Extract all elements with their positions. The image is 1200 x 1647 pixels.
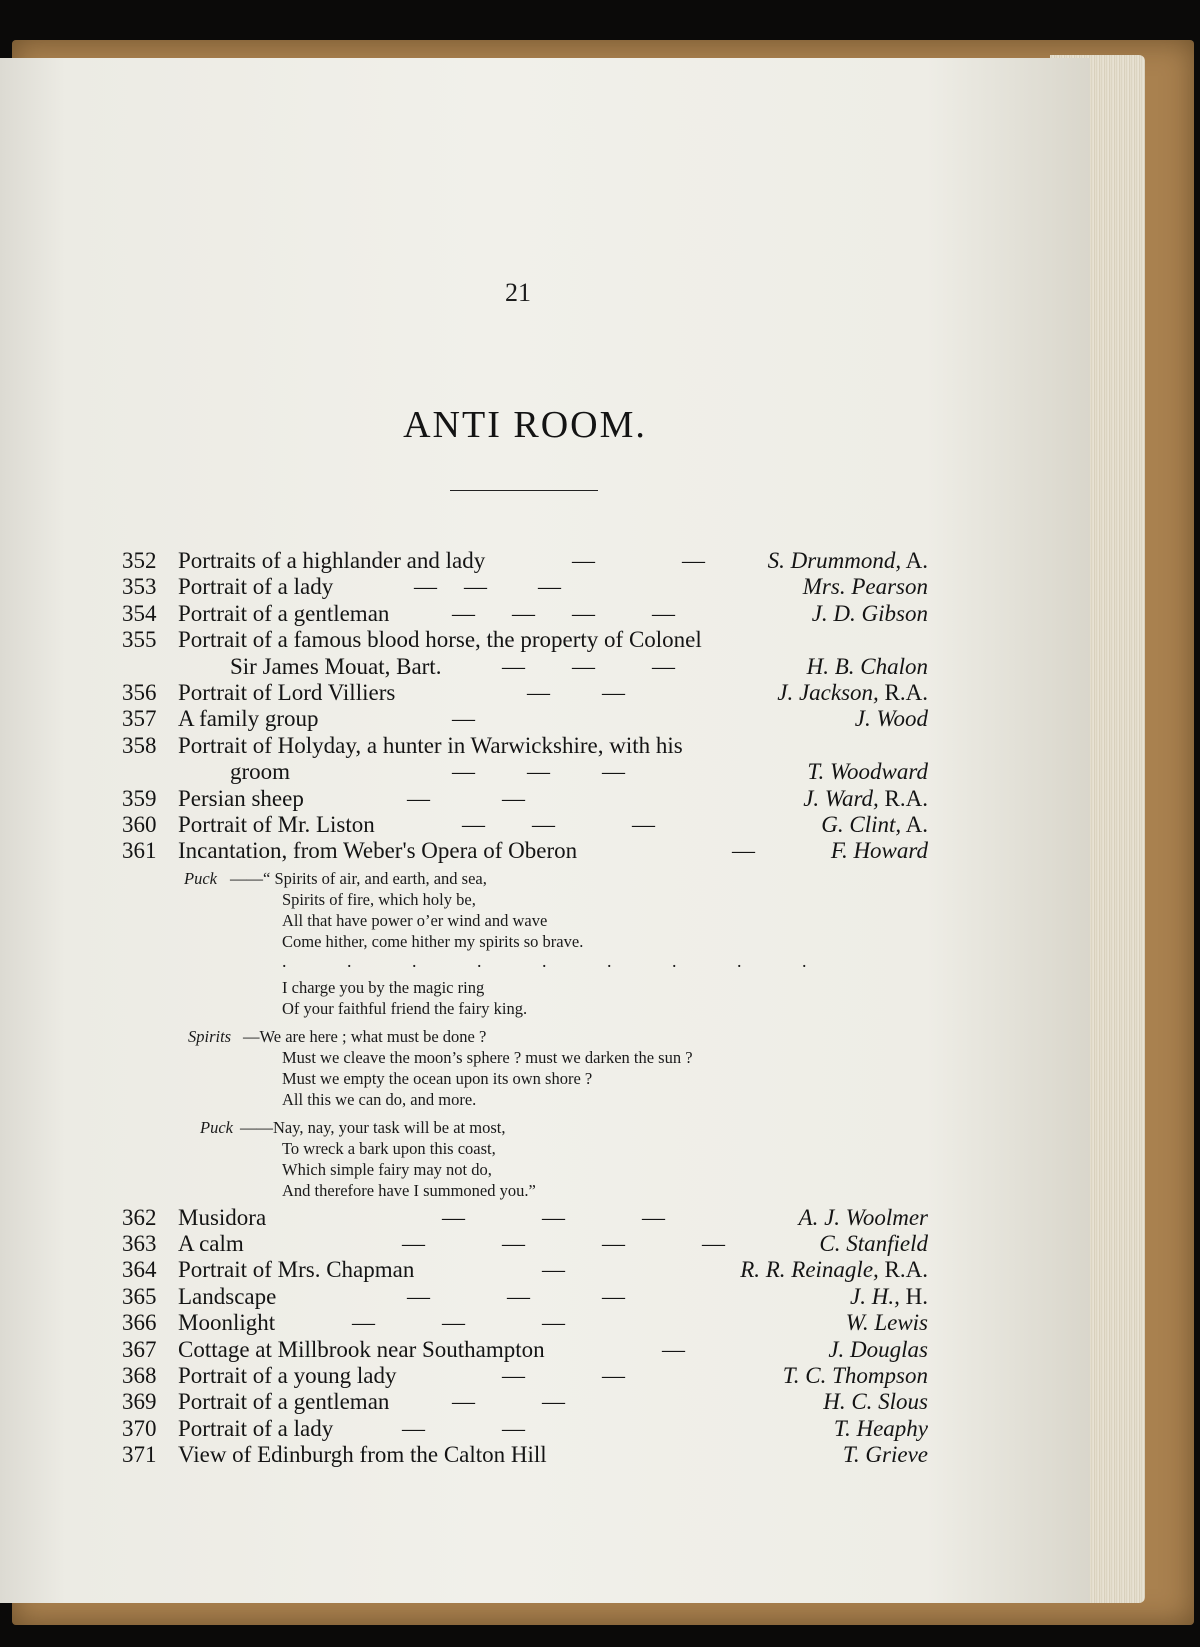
catalogue-entry (122, 1337, 928, 1363)
leader-dash: — (602, 679, 625, 705)
verse-line: Spirits of fire, which holy be, (282, 889, 476, 909)
entry-number: 364 (122, 1257, 157, 1283)
artist-rank: A. (901, 811, 928, 837)
artist-name: F. Howard (830, 838, 928, 864)
leader-dash: — (542, 1389, 565, 1415)
artist-rank: R.A. (878, 1257, 928, 1283)
entry-title: Sir James Mouat, Bart. (230, 653, 442, 679)
catalogue-entry (122, 548, 928, 574)
catalogue-entry (122, 1231, 928, 1257)
entry-title: Portrait of a lady (178, 1415, 334, 1441)
page-number: 21 (505, 278, 531, 307)
artist-rank: H. (899, 1283, 928, 1309)
leader-dash: — (652, 653, 675, 679)
entry-number: 370 (122, 1415, 157, 1441)
leader-dash: — (602, 759, 625, 785)
catalogue-entry (122, 838, 928, 864)
entry-artist (812, 601, 928, 627)
entry-number: 368 (122, 1363, 157, 1389)
leader-dash: — (407, 1283, 430, 1309)
verse-line: Must we cleave the moon’s sphere ? must we darken the sun ? (282, 1047, 693, 1067)
verse-speaker: Spirits (188, 1026, 232, 1046)
entry-artist (828, 1337, 928, 1363)
leader-dash: — (402, 1415, 425, 1441)
entry-title: A calm (178, 1231, 244, 1257)
leader-dash: — (507, 1283, 530, 1309)
entry-number: 357 (122, 706, 157, 732)
leader-dash: — (527, 759, 550, 785)
catalogue-entry (122, 786, 928, 812)
artist-name: J. Wood (854, 706, 928, 732)
entry-title: View of Edinburgh from the Calton Hill (178, 1442, 547, 1468)
verse-line: And therefore have I summoned you.” (282, 1180, 536, 1200)
verse-line: All that have power o’er wind and wave (282, 910, 548, 930)
leader-dash: — (527, 679, 550, 705)
entry-number: 367 (122, 1336, 157, 1362)
leader-dash: — (502, 785, 525, 811)
catalogue-entry (122, 1284, 928, 1310)
leader-dash: — (602, 1283, 625, 1309)
verse-ellipsis: . . . . . . . . . (282, 950, 835, 971)
verse-speaker: Puck (200, 1117, 233, 1137)
entry-title: Portrait of Lord Villiers (178, 679, 396, 705)
entry-artist (831, 838, 928, 864)
entry-artist (803, 574, 928, 600)
leader-dash: — (642, 1204, 665, 1230)
entry-title: Portrait of Holyday, a hunter in Warwickshire, with his (178, 732, 683, 758)
leader-dash: — (452, 600, 475, 626)
entry-number: 366 (122, 1310, 157, 1336)
entry-title: Portrait of a gentleman (178, 600, 390, 626)
entry-number: 360 (122, 811, 157, 837)
leader-dash: — (502, 1231, 525, 1257)
entry-title: Persian sheep (178, 785, 304, 811)
leader-dash: — (464, 574, 487, 600)
entry-number: 359 (122, 785, 157, 811)
catalogue-entry (122, 680, 928, 706)
leader-dash: — (512, 600, 535, 626)
entry-artist (823, 1389, 928, 1415)
leader-dash: — (632, 811, 655, 837)
entry-title: Portrait of a gentleman (178, 1389, 390, 1415)
leader-dash: — (602, 1231, 625, 1257)
entry-number: 369 (122, 1389, 157, 1415)
artist-name: W. Lewis (845, 1310, 928, 1336)
leader-dash: — (442, 1204, 465, 1230)
catalogue-entry (122, 601, 928, 627)
artist-name: T. Heaphy (833, 1415, 928, 1441)
leader-dash: — (662, 1336, 685, 1362)
leader-dash: — (572, 600, 595, 626)
entry-title: Portrait of Mrs. Chapman (178, 1257, 415, 1283)
leader-dash: — (462, 811, 485, 837)
book-page (0, 58, 1090, 1603)
entry-artist (768, 548, 928, 574)
entry-artist (819, 1231, 928, 1257)
leader-dash: — (414, 574, 437, 600)
leader-dash: — (542, 1257, 565, 1283)
leader-dash: — (502, 1415, 525, 1441)
catalogue-entry (122, 1442, 928, 1468)
leader-dash: — (532, 811, 555, 837)
entry-artist (821, 812, 928, 838)
artist-name: A. J. Woolmer (798, 1204, 928, 1230)
entry-title: Portraits of a highlander and lady (178, 548, 486, 573)
artist-name: H. C. Slous (823, 1389, 928, 1415)
entry-artist (807, 759, 928, 785)
artist-name: J. Douglas (828, 1336, 928, 1362)
leader-dash: — (502, 653, 525, 679)
leader-dash: — (442, 1310, 465, 1336)
entry-artist (783, 1363, 928, 1389)
artist-rank: R.A. (878, 679, 928, 705)
entry-number: 354 (122, 600, 157, 626)
leader-dash: — (652, 600, 675, 626)
catalogue-entry (122, 733, 928, 759)
leader-dash: — (452, 706, 475, 732)
entry-number: 362 (122, 1204, 157, 1230)
section-title: ANTI ROOM. (403, 404, 647, 446)
catalogue-entry (122, 1363, 928, 1389)
artist-name: J. D. Gibson (811, 600, 928, 626)
leader-dash: — (452, 1389, 475, 1415)
leader-dash: — (572, 653, 595, 679)
leader-dash: — (602, 1363, 625, 1389)
entry-title: Portrait of Mr. Liston (178, 811, 375, 837)
verse-line: Must we empty the ocean upon its own shore ? (282, 1068, 593, 1088)
entry-number: 361 (122, 838, 157, 864)
catalogue-entry (122, 812, 928, 838)
artist-name: J. Jackson, (777, 679, 879, 705)
entries-b (122, 1205, 928, 1469)
artist-name: T. Woodward (807, 759, 928, 785)
artist-name: J. H., (850, 1283, 900, 1309)
artist-name: J. Ward, (803, 785, 879, 811)
entry-number: 358 (122, 732, 157, 758)
verse-block (122, 865, 928, 1205)
entry-title: Portrait of a young lady (178, 1363, 397, 1389)
entry-title: groom (230, 759, 291, 785)
leader-dash: — (542, 1204, 565, 1230)
catalogue-entry (122, 1205, 928, 1231)
catalogue-entry (122, 627, 928, 653)
entries-a (122, 548, 928, 865)
catalogue-entry (122, 574, 928, 600)
entry-number: 371 (122, 1442, 157, 1468)
leader-dash: — (352, 1310, 375, 1336)
artist-name: H. B. Chalon (806, 653, 928, 679)
verse-line: ——“ Spirits of air, and earth, and sea, (230, 868, 487, 888)
leader-dash: — (572, 548, 595, 573)
leader-dash: — (702, 1231, 725, 1257)
catalogue-list (122, 548, 928, 1469)
entry-title: Landscape (178, 1283, 277, 1309)
entry-number: 352 (122, 548, 157, 573)
leader-dash: — (402, 1231, 425, 1257)
entry-artist (834, 1416, 928, 1442)
artist-name: R. R. Reinagle, (740, 1257, 879, 1283)
verse-line: To wreck a bark upon this coast, (282, 1138, 496, 1158)
entry-number: 353 (122, 574, 157, 600)
leader-dash: — (407, 785, 430, 811)
catalogue-entry (122, 1416, 928, 1442)
leader-dash: — (682, 548, 705, 573)
verse-line: Which simple fairy may not do, (282, 1159, 492, 1179)
catalogue-entry (122, 706, 928, 732)
verse-line: Of your faithful friend the fairy king. (282, 998, 528, 1018)
artist-rank: R.A. (878, 785, 928, 811)
verse-line: ——Nay, nay, your task will be at most, (240, 1117, 506, 1137)
catalogue-entry (122, 654, 928, 680)
artist-name: G. Clint, (821, 811, 902, 837)
verse-line: I charge you by the magic ring (282, 977, 485, 997)
entry-artist (799, 1205, 928, 1231)
artist-name: T. Grieve (842, 1442, 928, 1468)
catalogue-entry (122, 1389, 928, 1415)
entry-artist (777, 680, 928, 706)
catalogue-entry (122, 759, 928, 785)
entry-number: 356 (122, 679, 157, 705)
entry-title: Incantation, from Weber's Opera of Oberon (178, 838, 578, 864)
entry-number: 365 (122, 1283, 157, 1309)
entry-title: A family group (178, 706, 319, 732)
verse-line: All this we can do, and more. (282, 1089, 477, 1109)
leader-dash: — (452, 759, 475, 785)
artist-name: T. C. Thompson (782, 1363, 928, 1389)
leader-dash: — (502, 1363, 525, 1389)
artist-name: Mrs. Pearson (802, 574, 928, 600)
entry-artist (740, 1257, 928, 1283)
entry-title: Portrait of a famous blood horse, the property of Colonel (178, 627, 702, 653)
entry-artist (803, 786, 928, 812)
artist-name: C. Stanfield (819, 1231, 928, 1257)
verse-line: —We are here ; what must be done ? (243, 1026, 487, 1046)
title-rule (450, 490, 598, 491)
entry-artist (843, 1442, 928, 1468)
entry-title: Musidora (178, 1204, 267, 1230)
entry-artist (807, 654, 928, 680)
entry-artist (846, 1310, 928, 1336)
entry-artist (850, 1284, 928, 1310)
verse-speaker: Puck (184, 868, 217, 888)
leader-dash: — (732, 838, 755, 864)
entry-title: Moonlight (178, 1310, 276, 1336)
leader-dash: — (542, 1310, 565, 1336)
catalogue-entry (122, 1310, 928, 1336)
verse-line: Come hither, come hither my spirits so brave. (282, 931, 584, 951)
leader-dash: — (538, 574, 561, 600)
artist-rank: A. (901, 548, 928, 573)
artist-name: S. Drummond, (767, 548, 902, 573)
entry-number: 355 (122, 627, 157, 653)
entry-artist (855, 706, 928, 732)
catalogue-entry (122, 1257, 928, 1283)
entry-title: Cottage at Millbrook near Southampton (178, 1336, 545, 1362)
entry-number: 363 (122, 1231, 157, 1257)
entry-title: Portrait of a lady (178, 574, 334, 600)
